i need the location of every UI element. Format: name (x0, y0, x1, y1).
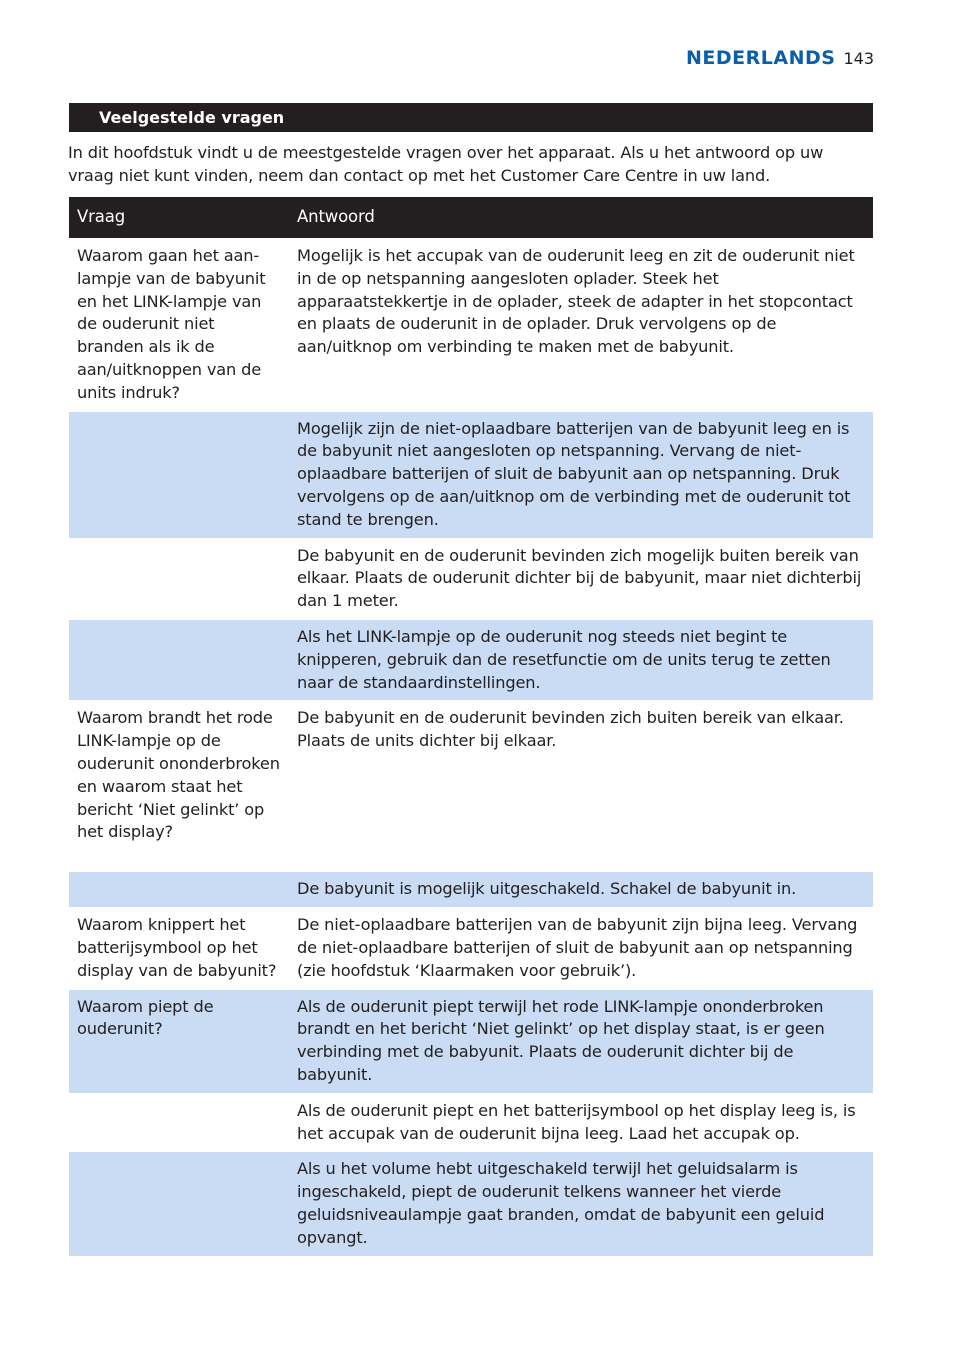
answer-cell: De babyunit en de ouderunit bevinden zich buiten bereik van elkaar. Plaats de units dichter bij elkaar. (289, 701, 873, 872)
intro-paragraph: In dit hoofdstuk vindt u de meestgestelde vragen over het apparaat. Als u het antwoord op uw vraag niet kunt vinden, neem dan contact op met het Customer Care Centre in uw land. (68, 143, 824, 185)
table-row (69, 411, 873, 538)
table-row (69, 989, 873, 1093)
column-header-question: Vraag (69, 197, 289, 239)
answer-cell: De niet-oplaadbare batterijen van de babyunit zijn bijna leeg. Vervang de niet-oplaadbare batterijen of sluit de babyunit aan op netspanning (zie hoofdstuk ‘Klaarmaken voor gebruik’). (289, 908, 873, 989)
question-cell: Waarom brandt het rode LINK-lampje op de ouderunit ononderbroken en waarom staat het bericht ‘Niet gelinkt’ op het display? (69, 701, 289, 872)
table-row (69, 872, 873, 908)
answer-cell: Als u het volume hebt uitgeschakeld terwijl het geluidsalarm is ingeschakeld, piept de ouderunit telkens wanneer het vierde geluidsniveaulampje gaat branden, omdat de babyunit een geluid opvangt. (289, 1152, 873, 1256)
question-cell (69, 1093, 289, 1152)
section-title: Veelgestelde vragen (99, 108, 285, 127)
answer-cell: Mogelijk is het accupak van de ouderunit leeg en zit de ouderunit niet in de op netspanning aangesloten oplader. Steek het apparaatstekkertje in de oplader, steek de adapter in het stopcontact en plaats de ouderunit in de oplader. Druk vervolgens op de aan/uitknop om verbinding te maken met de babyunit. (289, 239, 873, 412)
answer-cell: Als de ouderunit piept terwijl het rode LINK-lampje ononderbroken brandt en het bericht ‘Niet gelinkt’ op het display staat, is er geen verbinding met de babyunit. Plaats de ouderunit dichter bij de babyunit. (289, 989, 873, 1093)
faq-header-row (69, 197, 873, 239)
page-number: 143 (843, 49, 874, 68)
question-cell (69, 619, 289, 700)
table-row (69, 1152, 873, 1256)
column-header-answer: Antwoord (289, 197, 873, 239)
answer-cell: Mogelijk zijn de niet-oplaadbare batterijen van de babyunit leeg en is de babyunit niet aangesloten op netspanning. Vervang de niet-oplaadbare batterijen of sluit de babyunit aan op netspanning. Druk vervolgens op de aan/uitknop om de verbinding met de ouderunit tot stand te brengen. (289, 411, 873, 538)
question-cell (69, 872, 289, 908)
language-label: NEDERLANDS (686, 47, 836, 69)
answer-cell: De babyunit en de ouderunit bevinden zich mogelijk buiten bereik van elkaar. Plaats de ouderunit dichter bij de babyunit, maar niet dichterbij dan 1 meter. (289, 538, 873, 619)
answer-cell: Als de ouderunit piept en het batterijsymbool op het display leeg is, is het accupak van de ouderunit bijna leeg. Laad het accupak op. (289, 1093, 873, 1152)
table-row (69, 538, 873, 619)
table-row (69, 1093, 873, 1152)
section-title-bar (69, 103, 873, 132)
faq-table (69, 197, 873, 1257)
table-row (69, 619, 873, 700)
page-header (686, 47, 874, 69)
question-cell (69, 1152, 289, 1256)
question-cell: Waarom gaan het aan-lampje van de babyunit en het LINK-lampje van de ouderunit niet branden als ik de aan/uitknoppen van de units indruk? (69, 239, 289, 412)
answer-cell: Als het LINK-lampje op de ouderunit nog steeds niet begint te knipperen, gebruik dan de resetfunctie om de units terug te zetten naar de standaardinstellingen. (289, 619, 873, 700)
answer-cell: De babyunit is mogelijk uitgeschakeld. Schakel de babyunit in. (289, 872, 873, 908)
question-cell: Waarom piept de ouderunit? (69, 989, 289, 1093)
table-row (69, 701, 873, 872)
question-cell: Waarom knippert het batterijsymbool op het display van de babyunit? (69, 908, 289, 989)
table-row (69, 908, 873, 989)
question-cell (69, 411, 289, 538)
question-cell (69, 538, 289, 619)
table-row (69, 239, 873, 412)
